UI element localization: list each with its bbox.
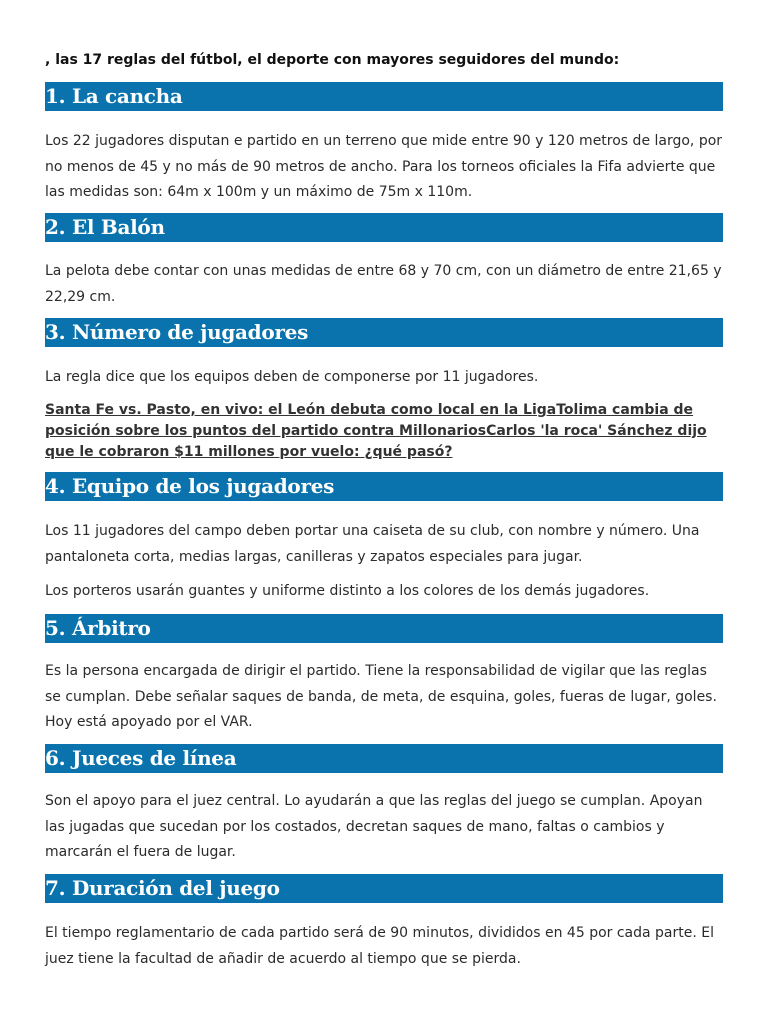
section-heading-text: 1. La cancha [45, 84, 183, 108]
section-heading-numero-jugadores [45, 318, 723, 347]
section-heading-balon [45, 213, 723, 242]
section-paragraph: Los 11 jugadores del campo deben portar una caiseta de su club, con nombre y número. Una pantaloneta corta, medias largas, canilleras y zapatos especiales para jugar. [45, 523, 700, 565]
section-paragraph: El tiempo reglamentario de cada partido será de 90 minutos, divididos en 45 por cada parte. El juez tiene la facultad de añadir de acuerdo al tiempo que se pierda. [45, 925, 714, 967]
section-heading-duracion [45, 874, 723, 903]
section-paragraph: La regla dice que los equipos deben de componerse por 11 jugadores. [45, 369, 539, 385]
section-heading-equipo [45, 472, 723, 501]
section-paragraph: Es la persona encargada de dirigir el partido. Tiene la responsabilidad de vigilar que las reglas se cumplan. Debe señalar saques de banda, de meta, de esquina, goles, fueras de lugar, goles. Hoy está apoyado por el VAR. [45, 663, 717, 730]
related-links [45, 400, 723, 463]
section-heading-text: 7. Duración del juego [45, 876, 280, 900]
section-paragraph: Los 22 jugadores disputan e partido en un terreno que mide entre 90 y 120 metros de largo, por no menos de 45 y no más de 90 metros de ancho. Para los torneos oficiales la Fifa advierte que las medidas son: 64m x 100m y un máximo de 75m x 110m. [45, 133, 723, 200]
section-heading-text: 2. El Balón [45, 215, 165, 239]
section-heading-text: 3. Número de jugadores [45, 320, 309, 344]
intro-line: , las 17 reglas del fútbol, el deporte con mayores seguidores del mundo: [45, 52, 620, 68]
section-heading-text: 4. Equipo de los jugadores [45, 474, 335, 498]
related-link[interactable]: Tolima cambia de posición sobre los puntos del partido contra Millonarios [45, 402, 694, 439]
section-paragraph: Son el apoyo para el juez central. Lo ayudarán a que las reglas del juego se cumplan. Apoyan las jugadas que sucedan por los costados, decretan saques de mano, faltas o cambios y marcarán el fuera de lugar. [45, 793, 703, 860]
related-link[interactable]: Carlos 'la roca' Sánchez dijo que le cobraron $11 millones por vuelo: ¿qué pasó? [45, 423, 707, 460]
section-paragraph: La pelota debe contar con unas medidas de entre 68 y 70 cm, con un diámetro de entre 21,65 y 22,29 cm. [45, 263, 722, 305]
section-heading-jueces-linea [45, 744, 723, 773]
section-heading-text: 5. Árbitro [45, 616, 151, 640]
section-heading-arbitro [45, 614, 723, 643]
section-paragraph: Los porteros usarán guantes y uniforme distinto a los colores de los demás jugadores. [45, 583, 650, 599]
section-heading-text: 6. Jueces de línea [45, 746, 237, 770]
related-link[interactable]: Santa Fe vs. Pasto, en vivo: el León debuta como local en la Liga [45, 402, 557, 418]
section-heading-cancha [45, 82, 723, 111]
